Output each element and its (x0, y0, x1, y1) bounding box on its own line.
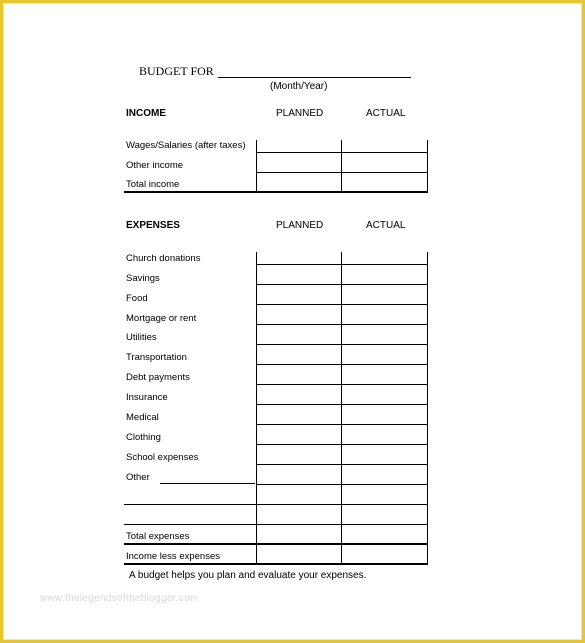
grid-line (256, 464, 428, 465)
income-wages-actual-cell[interactable] (342, 141, 427, 152)
grid-line (256, 384, 428, 385)
expense-row-label: Debt payments (126, 372, 190, 383)
expense-row-label: Food (126, 293, 148, 304)
grid-line (256, 484, 428, 485)
expense-row-label: Utilities (126, 332, 157, 343)
income-other-actual-cell[interactable] (342, 153, 427, 172)
grid-line (256, 304, 428, 305)
watermark: www.thelegendsoftheblogger.com (40, 593, 199, 604)
grid-line (256, 324, 428, 325)
income-wages-planned-cell[interactable] (257, 141, 341, 152)
grid-line (256, 404, 428, 405)
income-other-planned-cell[interactable] (257, 153, 341, 172)
income-less-expenses-label: Income less expenses (126, 551, 220, 562)
grid-line (124, 543, 428, 545)
expense-row-label: Savings (126, 273, 160, 284)
grid-line (256, 252, 257, 565)
grid-line (124, 524, 428, 525)
expense-row-label: School expenses (126, 452, 199, 463)
expense-row-label: Mortgage or rent (126, 313, 197, 324)
expense-row-label: Insurance (126, 392, 168, 403)
income-planned-header: PLANNED (276, 108, 324, 119)
expense-row-label-other: Other (126, 472, 150, 483)
footer-note: A budget helps you plan and evaluate your expenses. (129, 570, 367, 581)
page-title: BUDGET FOR (139, 64, 214, 78)
expense-row-label: Transportation (126, 352, 187, 363)
grid-line (124, 504, 428, 505)
income-row-label-total: Total income (126, 179, 180, 190)
grid-line (256, 364, 428, 365)
grid-line (427, 252, 428, 565)
grid-line (124, 563, 428, 565)
expense-row-label: Medical (126, 412, 159, 423)
income-row-label-wages: Wages/Salaries (after taxes) (126, 140, 246, 151)
other-expense-blank[interactable] (160, 483, 255, 484)
income-total-planned-cell[interactable] (257, 173, 341, 191)
income-actual-header: ACTUAL (366, 108, 406, 119)
income-heading: INCOME (126, 108, 166, 119)
grid-line (124, 191, 428, 193)
grid-line (256, 344, 428, 345)
expenses-heading: EXPENSES (126, 220, 180, 231)
grid-line (256, 424, 428, 425)
grid-line (256, 264, 428, 265)
expense-row-label: Church donations (126, 253, 201, 264)
expenses-actual-header: ACTUAL (366, 220, 406, 231)
month-year-caption: (Month/Year) (270, 81, 328, 92)
income-row-label-other: Other income (126, 160, 184, 171)
grid-line (427, 140, 428, 192)
expense-row-label: Clothing (126, 432, 161, 443)
month-year-blank[interactable] (218, 77, 411, 78)
expenses-planned-header: PLANNED (276, 220, 324, 231)
grid-line (256, 444, 428, 445)
grid-line (341, 252, 342, 565)
income-total-actual-cell[interactable] (342, 173, 427, 191)
total-expenses-label: Total expenses (126, 531, 190, 542)
grid-line (256, 284, 428, 285)
